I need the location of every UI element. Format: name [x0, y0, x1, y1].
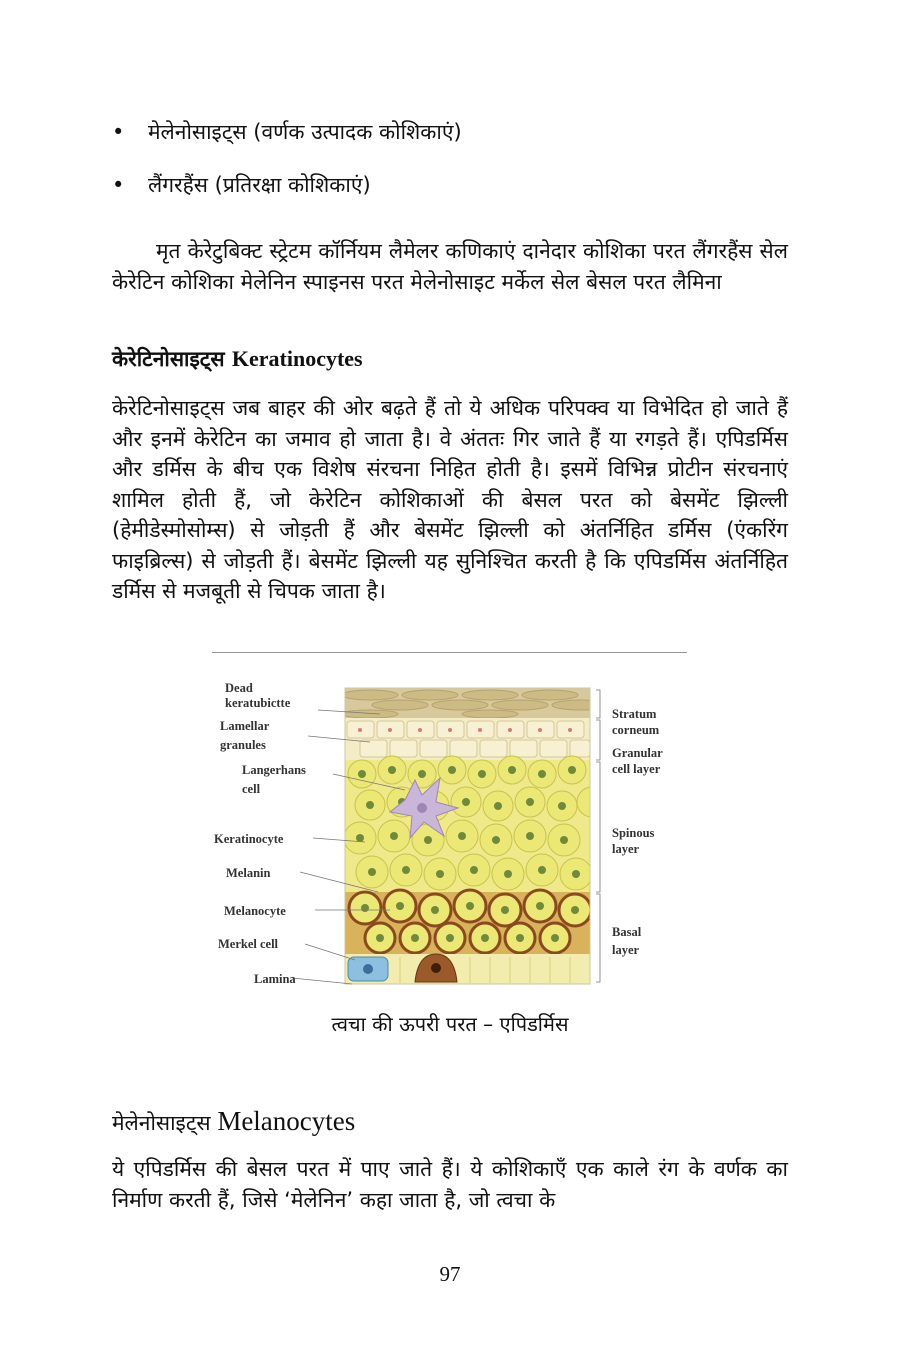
- label-stratum-corneum: Stratum corneum: [612, 707, 660, 737]
- epidermis-figure: [200, 670, 700, 1000]
- label-spinous-layer: Spinous layer: [612, 826, 655, 856]
- bullet-item: [112, 118, 462, 146]
- label-lamellar-granules: Lamellar granules: [220, 719, 270, 752]
- section-heading-melanocytes: [112, 1104, 355, 1140]
- bullet-text: मेलेनोसाइट्स (वर्णक उत्पादक कोशिकाएं): [148, 120, 462, 144]
- figure-divider: [212, 652, 687, 653]
- label-langerhans-cell: Langerhans cell: [242, 763, 306, 796]
- epidermis-diagram: [200, 670, 700, 1000]
- label-lamina: Lamina: [254, 972, 296, 986]
- label-melanocyte: Melanocyte: [224, 904, 286, 918]
- labels-paragraph: मृत केरेटुबिक्ट स्ट्रेटम कॉर्नियम लैमेलर कणिकाएं दानेदार कोशिका परत लैंगरहैंस सेल केरेटिन कोशिका मेलेनिन स्पाइनस परत मेलेनोसाइट मर्केल सेल बेसल परत लैमिना: [112, 239, 788, 294]
- label-basal-layer: Basal layer: [612, 925, 642, 957]
- heading-english: Keratinocytes: [231, 346, 363, 371]
- heading-hindi: केरेटिनोसाइट्स: [112, 347, 225, 371]
- label-keratinocyte: Keratinocyte: [214, 832, 284, 846]
- label-merkel-cell: Merkel cell: [218, 937, 279, 951]
- bullet-icon: •: [112, 173, 125, 197]
- bullet-icon: •: [112, 120, 125, 144]
- keratinocytes-paragraph: केरेटिनोसाइट्स जब बाहर की ओर बढ़ते हैं तो ये अधिक परिपक्व या विभेदित हो जाते हैं और इनमें केरेटिन का जमाव हो जाता है। वे अंततः गिर जाते हैं या रगड़ते हैं। एपिडर्मिस और डर्मिस के बीच एक विशेष संरचना निहित होती है। इसमें विभिन्न प्रोटीन संरचनाएं शामिल होती हैं, जो केरेटिन कोशिकाओं की बेसल परत को बेसमेंट झिल्ली (हेमीडेस्मोसोम्स) से जोड़ती हैं और बेसमेंट झिल्ली को अंतर्निहित डर्मिस (एंकरिंग फाइब्रिल्स) से जोड़ती हैं। बेसमेंट झिल्ली यह सुनिश्चित करती है कि एपिडर्मिस अंतर्निहित डर्मिस से मजबूती से चिपक जाता है।: [112, 396, 788, 603]
- label-melanin: Melanin: [226, 866, 271, 880]
- melanocytes-paragraph: ये एपिडर्मिस की बेसल परत में पाए जाते हैं। ये कोशिकाएँ एक काले रंग के वर्णक का निर्माण करती हैं, जिसे ‘मेलेनिन’ कहा जाता है, जो त्वचा के: [112, 1157, 788, 1212]
- heading-english: Melanocytes: [217, 1106, 356, 1136]
- bullet-text: लैंगरहैंस (प्रतिरक्षा कोशिकाएं): [148, 173, 371, 197]
- heading-hindi: मेलेनोसाइट्स: [112, 1111, 211, 1135]
- label-granular-layer: Granular cell layer: [612, 746, 663, 776]
- bullet-item: [112, 171, 371, 199]
- label-dead-keratinocyte: Dead keratubictte: [225, 681, 291, 710]
- section-heading-keratinocytes: [112, 344, 363, 374]
- figure-caption: त्वचा की ऊपरी परत – एपिडर्मिस: [331, 1012, 569, 1036]
- page-number: 97: [439, 1262, 461, 1286]
